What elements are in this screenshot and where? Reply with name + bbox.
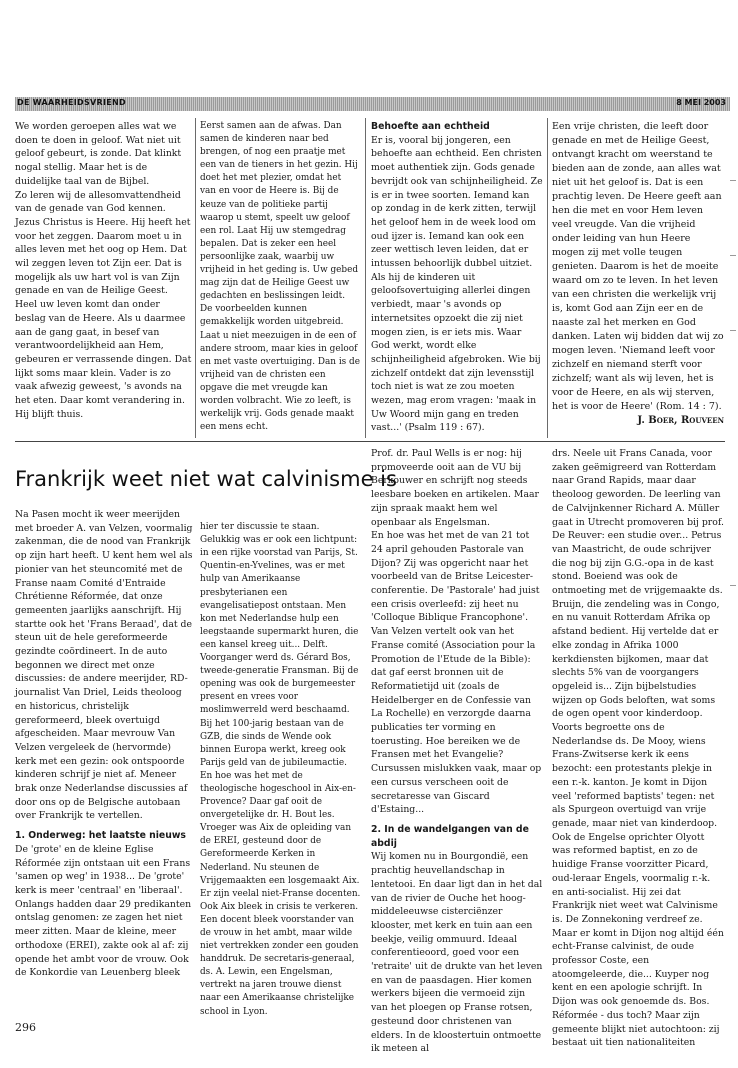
top-col-4 — [552, 120, 724, 428]
paragraph: Een vrije christen, die leeft door genade en met de Heilige Geest, ontvangt kracht om weerstand te bieden aan de zonde, aan alles wat niet uit het geloof is. Dat is een prachtig leven. De Heere geeft aan hen die met en voor Hem leven veel vreugde. Van die vrijheid onder leiding van hun Heere mogen zij met volle teugen genieten. Daarom is het de moeite waard om zo te leven. In het leven van een christen die werkelijk vrij is, komt God aan Zijn eer en de naaste zal het merken en God danken. Laten wij bidden dat wij zo mogen leven. 'Niemand leeft voor zichzelf en niemand sterft voor zichzelf; want als wij leven, het is voor de Heere, en als wij sterven, het is voor de Heere' (Rom. 14 : 7). — [552, 121, 724, 412]
article-divider — [15, 441, 725, 442]
section-heading: 1. Onderweg: het laatste nieuws — [15, 830, 186, 842]
article-headline: Frankrijk weet niet wat calvinisme is — [15, 467, 397, 491]
paragraph: Wij komen nu in Bourgondië, een prachtig heuvellandschap in lentetooi. En daar ligt dan in het dal van de rivier de Ouche het hoog-middeleeuwse cisterciënzer klooster, met kerk en tuin aan een beekje, veilig ommuurd. Ideaal conferentieoord, goed voor een 'retraite' uit de drukte van het leven en van de paasdagen. Hier komen werkers bijeen die vermoeid zijn van het ploegen op Franse rotsen, gesteund door christenen van elders. In de kloostertuin ontmoette ik meteen al — [371, 851, 543, 1055]
publication-name: DE WAARHEIDSVRIEND — [17, 98, 126, 107]
paragraph: De 'grote' en de kleine Eglise Réformée zijn ontstaan uit een Frans 'samen op weg' in 1938... De 'grote' kerk is meer 'centraal' en 'liberaal'. Onlangs hadden daar 29 predikanten ontslag genomen: ze zagen het niet meer zitten. Maar de kleine, meer orthodoxe (EREI), zakte ook al af: zij opende het ambt voor de vrouw. Ook de Konkordie van Leuenberg bleek — [15, 843, 192, 979]
author-signature: J. Boer, Rouveen — [637, 415, 724, 426]
paragraph: Prof. dr. Paul Wells is er nog: hij promoveerde ooit aan de VU bij Berkouwer en schrijft nog steeds leesbare boeken en artikelen. Maar zijn spraak maakt hem wel openbaar als Engelsman. En hoe was het met de van 21 tot 24 april gehouden Pastorale van Dijon? Zij was opgericht naar het voorbeeld van de Britse Leicester-conferentie. De 'Pastorale' had juist een crisis overleefd: zij heet nu 'Colloque Biblique Francophone'. Van Velzen vertelt ook van het Franse comité (Association pour la Promotion de l'Etude de la Bible): dat gaf eerst bronnen uit de Reformatietijd uit (zoals de Heidelberger en de Confessie van La Rochelle) en verzorgde daarna publicaties ter vorming en toerusting. Hoe bereiken we de Fransen met het Evangelie? Cursussen mislukken vaak, maar op een cursus verscheen ooit de secretaresse van Giscard d'Estaing... — [371, 448, 542, 816]
scan-speck — [730, 330, 736, 331]
scan-speck — [730, 255, 736, 256]
scan-speck — [730, 585, 736, 586]
bottom-col-1 — [15, 508, 193, 980]
bottom-col-3 — [371, 447, 543, 1056]
scan-speck — [730, 180, 736, 181]
paragraph: Er is, vooral bij jongeren, een behoefte aan echtheid. Een christen moet authentiek zijn. Gods genade bevrijdt ook van schijnheiligheid. Ze is er in twee soorten. Iemand kan op zondag in de kerk zitten, terwijl het geloof hem in de week lood om oud ijzer is. Iemand kan ook een zeer wettisch leven leiden, dat er intussen behoorlijk dubbel uitziet. Als hij de kinderen uit geloofsovertuiging allerlei dingen verbiedt, maar 's avonds op internetsites opzoekt die zij niet mogen zien, is er iets mis. Waar God werkt, wordt elke schijnheiligheid afgebroken. Wie bij zichzelf ontdekt dat zijn levensstijl toch niet is wat ze zou moeten wezen, mag erom vragen: 'maak in Uw Woord mijn gang en treden vast...' (Psalm 119 : 67). — [371, 134, 543, 434]
page-number: 296 — [15, 1021, 36, 1034]
paragraph: Heel uw leven komt dan onder beslag van de Heere. Als u daarmee aan de gang gaat, in besef van verantwoordelijkheid aan Hem, gebeuren er verrassende dingen. Dat lijkt soms maar klein. Vader is zo vaak afwezig geweest, 's avonds na het eten. Daar komt verandering in. Hij blijft thuis. — [15, 299, 192, 420]
paragraph: Zo leren wij de allesomvattendheid van de genade van God kennen. Jezus Christus is Heere. Hij heeft het voor het zeggen. Daarom moet u in alles leven met het oog op Hem. Dat wil zeggen leven tot Zijn eer. Dat is mogelijk als uw hart vol is van Zijn genade en van de Heilige Geest. — [15, 189, 191, 297]
top-col-3 — [371, 120, 543, 435]
section-heading: 2. In de wandelgangen van de abdij — [371, 823, 529, 849]
paragraph: hier ter discussie te staan. Gelukkig was er ook een lichtpunt: in een rijke voorstad van Parijs, St. Quentin-en-Yvelines, was er met hulp van Amerikaanse presbyterianen een evangelisatiepost ontstaan. Men kon met Nederlandse hulp een leegstaande supermarkt huren, die een kansel kreeg uit... Delft. Voorganger werd ds. Gérard Bos, tweede-generatie Fransman. Bij de opening was ook de burgemeester present en vrees voor moslimwerreld werd beschaamd. Bij het 100-jarig bestaan van de GZB, die sinds de Wende ook binnen Europa werkt, kreeg ook Parijs geld van de jubileumactie. En hoe was het met de theologische hogeschool in Aix-en-Provence? Daar gaf ooit de onvergetelijke dr. H. Bout les. Vroeger was Aix de opleiding van de EREI, gesteund door de Gereformeerde Kerken in Nederland. Nu steunen de Vrijgemaakten een losgemaakt Aix. Er zijn veelal niet-Franse docenten. Ook Aix bleek in crisis te verkeren. Een docent bleek voorstander van de vrouw in het ambt, maar wilde niet vertrekken zonder een gouden handdruk. De secretaris-generaal, ds. A. Lewin, een Engelsman, vertrekt na jaren trouwe dienst naar een Amerikaanse christelijke school in Lyon. — [200, 522, 361, 1017]
paragraph: We worden geroepen alles wat we doen te doen in geloof. Wat niet uit geloof gebeurt, is zonde. Dat klinkt nogal stellig. Maar het is de duidelijke taal van de Bijbel. — [15, 121, 182, 187]
subheading: Behoefte aan echtheid — [371, 121, 490, 132]
column-rule — [547, 118, 548, 438]
bottom-col-4 — [552, 447, 724, 1050]
running-header — [15, 97, 730, 111]
issue-date: 8 MEI 2003 — [676, 98, 726, 107]
paragraph: drs. Neele uit Frans Canada, voor zaken geëmigreerd van Rotterdam naar Grand Rapids, maar daar theoloog geworden. De leerling van de Calvijnkenner Richard A. Müller gaat in Utrecht promoveren bij prof. De Reuver: een studie over... Petrus van Maastricht, de oude schrijver die nog bij zijn G.G.-opa in de kast stond. Boeiend was ook de ontmoeting met de vrijgemaakte ds. Bruijn, die zendeling was in Congo, en nu vanuit Rotterdam Afrika op afstand bedient. Hij vertelde dat er elke zondag in Afrika 1000 kerkdiensten bijkomen, maar dat slechts 5% van de voorgangers opgeleid is... Zijn bijbelstudies wijzen op Gods beloften, wat soms de ogen opent voor kinderdoop. Voorts begroette ons de Nederlandse ds. De Mooy, wiens Frans-Zwitserse kerk ik eens bezocht: een protestants plekje in een r.-k. kanton. Je komt in Dijon veel 'reformed baptists' tegen: net als Spurgeon overtuigd van vrije genade, maar niet van kinderdoop. Ook de Engelse oprichter Olyott was reformed baptist, en zo de huidige Franse voorzitter Picard, oud-leraar Engels, voormalig r.-k. en anti-socialist. Hij zei dat Frankrijk niet weet wat Calvinisme is. De Zonnekoning verdreef ze. Maar er komt in Dijon nog altijd één echt-Franse calvinist, de oude professor Coste, een atoomgeleerde, die... Kuyper nog kent en een apologie schrijft. In Dijon was ook genoemde ds. Bos. Réformée - dus toch? Maar zijn gemeente blijkt niet autochtoon: zij bestaat uit tien nationaliteiten — [552, 448, 724, 1049]
paragraph: Eerst samen aan de afwas. Dan samen de kinderen naar bed brengen, of nog een praatje met een van de tieners in het gezin. Hij doet het met plezier, omdat het van en voor de Heere is. Bij de keuze van de politieke partij waarop u stemt, speelt uw geloof een rol. Laat Hij uw stemgedrag bepalen. Dat is zeker een heel persoonlijke zaak, waarbij uw vrijheid in het geding is. Uw gebed mag zijn dat de Heilige Geest uw gedachten en beslissingen leidt. De voorbeelden kunnen gemakkelijk worden uitgebreid. Laat u niet meezuigen in de een of andere stroom, maar kies in geloof en met vaste overtuiging. Dan is de vrijheid van de christen een opgave die met vreugde kan worden volbracht. Wie zo leeft, is werkelijk vrij. Gods genade maakt een mens echt. — [200, 121, 360, 433]
top-col-2 — [200, 120, 360, 434]
paragraph: Na Pasen mocht ik weer meerijden met broeder A. van Velzen, voormalig zakenman, die de nood van Frankrijk op zijn hart heeft. U kent hem wel als pionier van het steuncomité met de Franse naam Comité d'Entraide Chrétienne Réformée, dat onze gemeenten jaarlijks aanschrijft. Hij startte ook het 'Frans Beraad', dat de steun uit de hele gereformeerde gezindte coördineert. In de auto begonnen we direct met onze discussies: de andere meerijder, RD-journalist Van Driel, Leids theoloog en historicus, christelijk gereformeerd, bleek overtuigd afgescheiden. Maar mevrouw Van Velzen vergeleek de (hervormde) kerk met een gezin: ook ontspoorde kinderen schrijf je niet af. Meneer brak onze Nederlandse discussies af door ons op de Belgische autobaan over Frankrijk te vertellen. — [15, 509, 193, 822]
top-col-1 — [15, 120, 192, 421]
bottom-col-2 — [200, 508, 362, 1032]
column-rule — [365, 118, 366, 438]
column-rule — [195, 118, 196, 438]
